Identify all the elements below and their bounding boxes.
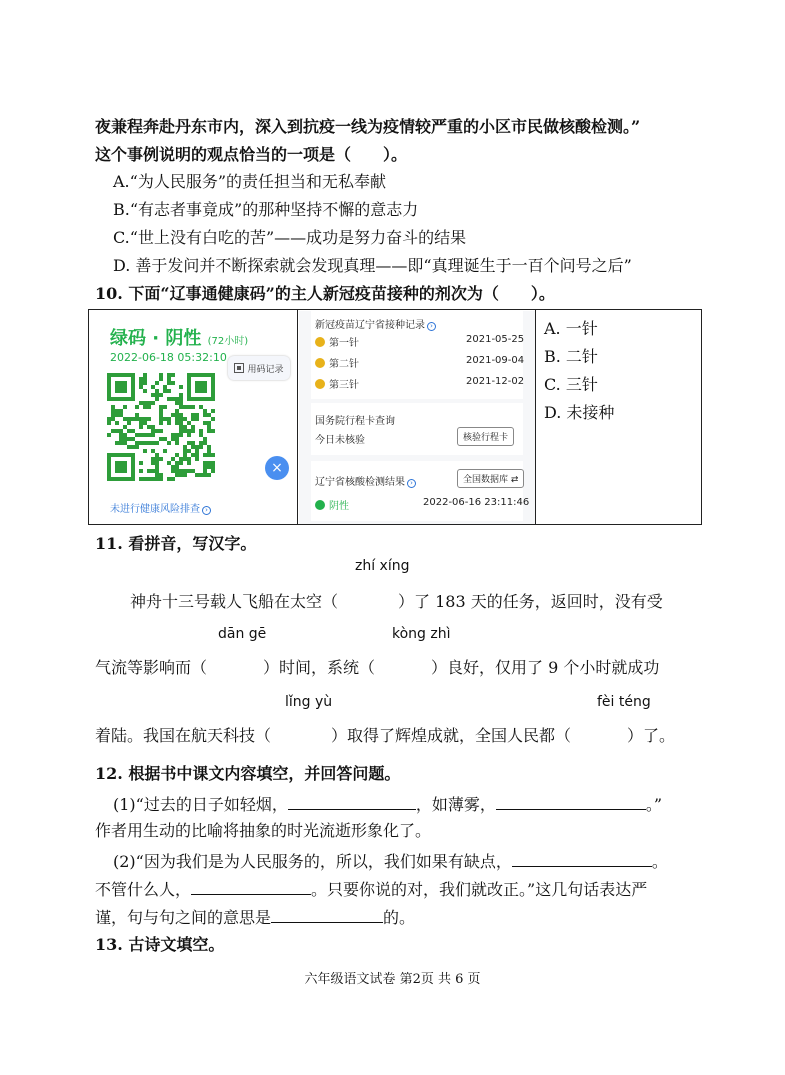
q10-option-d[interactable]: D. 未接种: [544, 403, 615, 422]
shield-icon: [315, 379, 325, 389]
nucleic-card: [311, 461, 530, 521]
travel-card: [311, 403, 523, 455]
nucleic-time: 2022-06-16 23:11:46: [423, 497, 530, 508]
answer-blank[interactable]: [191, 877, 311, 895]
q9-text-line2: 这个事例说明的观点恰当的一项是（ ）。: [95, 145, 408, 164]
national-database-button[interactable]: 全国数据库 ⇄: [457, 469, 524, 488]
q10-table: [88, 309, 702, 525]
q12-part1-line2: 作者用生动的比喻将抽象的时光流逝形象化了。: [95, 821, 432, 840]
health-code-timestamp: 2022-06-18 05:32:10: [110, 351, 227, 364]
use-record-button[interactable]: 用码记录: [228, 356, 290, 380]
dose-date: 2021-09-04: [466, 355, 525, 366]
qr-code-icon: [107, 373, 215, 481]
q9-option-d[interactable]: D. 善于发问并不断探索就会发现真理——即“真理诞生于一百个问号之后”: [113, 256, 632, 275]
chevron-right-icon: ›: [427, 322, 436, 331]
q11-line3: 着陆。我国在航天科技（ ）取得了辉煌成就，全国人民都（ ）了。: [95, 726, 676, 745]
answer-blank[interactable]: [496, 792, 646, 810]
q12-part2-line2: 不管什么人， 。只要你说的对，我们就改正。”这几句话表达严: [95, 877, 647, 901]
nucleic-title[interactable]: 辽宁省核酸检测结果 ›: [315, 473, 416, 488]
q12-part2-line3: 谨，句与句之间的意思是 的。: [95, 905, 415, 929]
shield-icon: [315, 500, 325, 510]
pinyin-feiteng: fèi téng: [597, 694, 651, 710]
dose-date: 2021-05-25: [466, 334, 525, 345]
q12-part2: (2)“因为我们是为人民服务的，所以，我们如果有缺点， 。: [113, 849, 668, 873]
q9-option-b[interactable]: B.“有志者事竟成”的那种坚持不懈的意志力: [113, 200, 419, 219]
code-record-icon: [234, 363, 244, 373]
dose-row: 第一针: [315, 334, 359, 349]
q11-line1: 神舟十三号载人飞船在太空（ ）了 183 天的任务，返回时，没有受: [130, 592, 663, 611]
verify-travel-button[interactable]: 核验行程卡: [457, 427, 514, 446]
q11-stem: 11. 看拼音，写汉字。: [95, 534, 257, 553]
q13-stem: 13. 古诗文填空。: [95, 935, 225, 954]
close-icon[interactable]: ×: [265, 456, 289, 480]
dose-row: 第三针: [315, 376, 359, 391]
pinyin-dange: dān gē: [218, 626, 267, 642]
dose-date: 2021-12-02: [466, 376, 525, 387]
vaccine-card: [311, 311, 523, 399]
nucleic-result: 阴性: [315, 497, 349, 512]
q10-options: [536, 311, 701, 524]
risk-check-link[interactable]: 未进行健康风险排查 ›: [110, 500, 211, 515]
answer-blank[interactable]: [512, 849, 652, 867]
q9-text-line1: 夜兼程奔赴丹东市内，深入到抗疫一线为疫情较严重的小区市民做核酸检测。”: [95, 117, 641, 136]
travel-status: 今日未核验: [315, 435, 365, 446]
chevron-right-icon: ›: [202, 506, 211, 515]
shield-icon: [315, 337, 325, 347]
answer-blank[interactable]: [271, 905, 383, 923]
q9-option-a[interactable]: A.“为人民服务”的责任担当和无私奉献: [113, 172, 387, 191]
q9-option-c[interactable]: C.“世上没有白吃的苦”——成功是努力奋斗的结果: [113, 228, 467, 247]
shield-icon: [315, 358, 325, 368]
dose-row: 第二针: [315, 355, 359, 370]
health-code-title: 绿码 · 阴性 (72小时): [110, 328, 249, 349]
vaccine-record-panel: [299, 311, 535, 524]
answer-blank[interactable]: [288, 792, 416, 810]
q12-part1: (1)“过去的日子如轻烟， ，如薄雾， 。”: [113, 792, 662, 816]
health-code-panel: [90, 311, 297, 524]
q10-stem: 10. 下面“辽事通健康码”的主人新冠疫苗接种的剂次为（ ）。: [95, 284, 555, 303]
q10-option-b[interactable]: B. 二针: [544, 347, 598, 366]
chevron-right-icon: ›: [407, 479, 416, 488]
travel-title: 国务院行程卡查询: [315, 416, 395, 427]
pinyin-lingyu: lǐng yù: [285, 694, 333, 710]
pinyin-zhixing: zhí xíng: [355, 558, 410, 574]
pinyin-kongzhi: kòng zhì: [392, 626, 451, 642]
vaccine-title[interactable]: 新冠疫苗辽宁省接种记录 ›: [315, 316, 436, 331]
q11-line2: 气流等影响而（ ）时间，系统（ ）良好，仅用了 9 个小时就成功: [95, 658, 660, 677]
q12-stem: 12. 根据书中课文内容填空，并回答问题。: [95, 764, 401, 783]
q10-option-a[interactable]: A. 一针: [544, 319, 598, 338]
q10-option-c[interactable]: C. 三针: [544, 375, 598, 394]
page-footer: 六年级语文试卷 第2页 共 6 页: [304, 972, 481, 987]
